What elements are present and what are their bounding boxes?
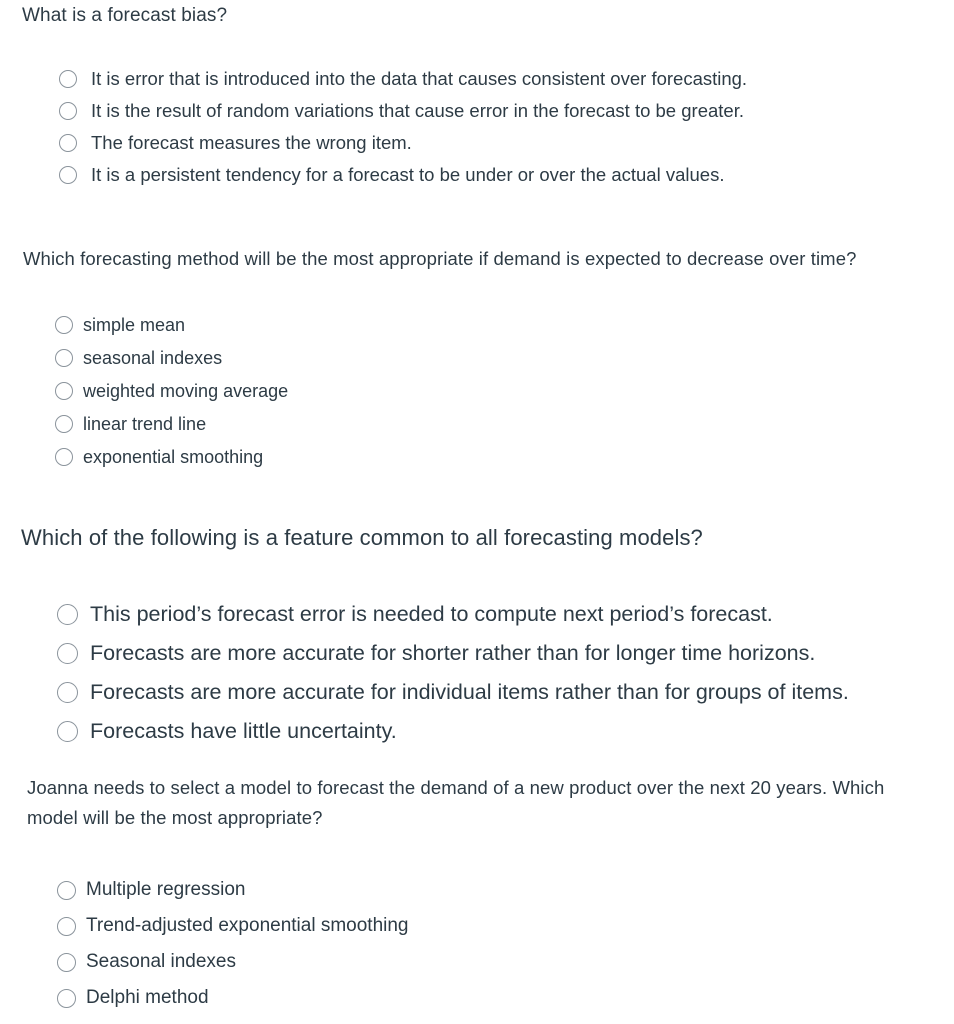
question-2-option-5[interactable] bbox=[55, 445, 263, 469]
radio-button[interactable] bbox=[55, 415, 73, 433]
radio-button[interactable] bbox=[57, 721, 78, 742]
radio-button[interactable] bbox=[55, 349, 73, 367]
question-3-option-2[interactable] bbox=[57, 639, 815, 667]
radio-button[interactable] bbox=[55, 382, 73, 400]
question-2-prompt: Which forecasting method will be the most appropriate if demand is expected to decrease over time? bbox=[23, 248, 857, 269]
radio-button[interactable] bbox=[57, 953, 76, 972]
option-label: weighted moving average bbox=[83, 380, 289, 401]
radio-button[interactable] bbox=[59, 166, 77, 184]
radio-button[interactable] bbox=[57, 643, 78, 664]
option-label: It is the result of random variations that cause error in the forecast to be greater. bbox=[91, 100, 744, 121]
option-label: linear trend line bbox=[83, 413, 207, 434]
question-2-option-4[interactable] bbox=[55, 412, 206, 436]
option-label: It is a persistent tendency for a forecast to be under or over the actual values. bbox=[91, 164, 725, 185]
radio-button[interactable] bbox=[57, 917, 76, 936]
option-label: Delphi method bbox=[86, 987, 209, 1008]
option-label: seasonal indexes bbox=[83, 347, 223, 368]
question-1-prompt: What is a forecast bias? bbox=[22, 5, 228, 26]
radio-button[interactable] bbox=[59, 102, 77, 120]
question-3-option-4[interactable] bbox=[57, 717, 397, 745]
radio-button[interactable] bbox=[57, 989, 76, 1008]
option-label: Forecasts are more accurate for individual items rather than for groups of items. bbox=[90, 679, 849, 704]
radio-button[interactable] bbox=[59, 70, 77, 88]
option-label: simple mean bbox=[83, 314, 186, 335]
option-label: Forecasts are more accurate for shorter rather than for longer time horizons. bbox=[90, 640, 816, 665]
question-4-option-2[interactable] bbox=[57, 913, 409, 939]
option-label: Forecasts have little uncertainty. bbox=[90, 718, 397, 743]
option-label: Trend-adjusted exponential smoothing bbox=[86, 915, 409, 936]
question-4-option-4[interactable] bbox=[57, 985, 209, 1011]
radio-button[interactable] bbox=[57, 881, 76, 900]
question-3-prompt: Which of the following is a feature common to all forecasting models? bbox=[21, 525, 703, 550]
question-1-option-3[interactable] bbox=[59, 131, 412, 155]
radio-button[interactable] bbox=[57, 682, 78, 703]
option-label: The forecast measures the wrong item. bbox=[91, 132, 412, 153]
option-label: Multiple regression bbox=[86, 879, 246, 900]
radio-button[interactable] bbox=[55, 316, 73, 334]
question-1-option-1[interactable] bbox=[59, 67, 747, 91]
question-4-option-3[interactable] bbox=[57, 949, 236, 975]
question-3-option-1[interactable] bbox=[57, 600, 773, 628]
question-1-option-4[interactable] bbox=[59, 163, 724, 187]
question-2-option-1[interactable] bbox=[55, 313, 185, 337]
question-3-option-3[interactable] bbox=[57, 678, 849, 706]
question-4-option-1[interactable] bbox=[57, 877, 245, 903]
question-4-prompt-line-2: model will be the most appropriate? bbox=[27, 807, 323, 828]
option-label: It is error that is introduced into the data that causes consistent over forecasting. bbox=[91, 68, 748, 89]
question-2-option-2[interactable] bbox=[55, 346, 222, 370]
option-label: exponential smoothing bbox=[83, 446, 264, 467]
question-1-option-2[interactable] bbox=[59, 99, 744, 123]
option-label: Seasonal indexes bbox=[86, 951, 236, 972]
question-2-option-3[interactable] bbox=[55, 379, 288, 403]
question-4-prompt-line-1: Joanna needs to select a model to forecast the demand of a new product over the next 20 years. Which bbox=[27, 777, 885, 798]
radio-button[interactable] bbox=[59, 134, 77, 152]
option-label: This period’s forecast error is needed to compute next period’s forecast. bbox=[90, 601, 773, 626]
radio-button[interactable] bbox=[57, 604, 78, 625]
radio-button[interactable] bbox=[55, 448, 73, 466]
